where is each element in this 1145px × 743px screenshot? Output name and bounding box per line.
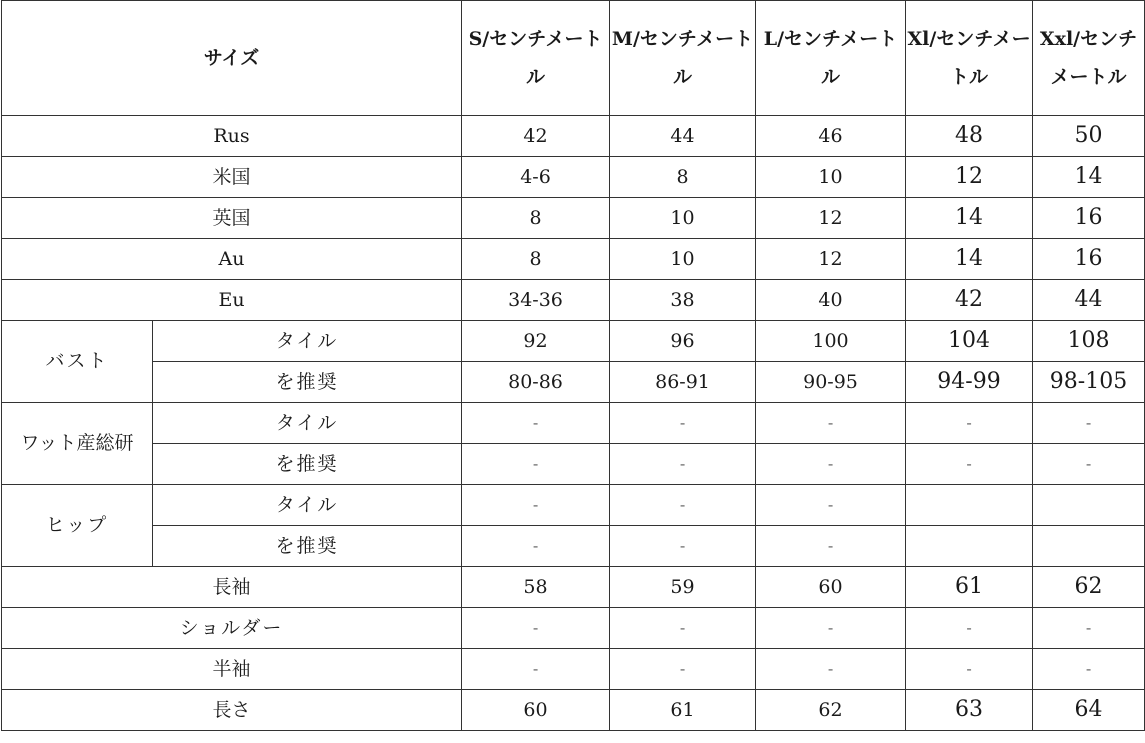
table-cell: - xyxy=(1033,608,1145,649)
group-label-bust: バスト xyxy=(2,321,153,403)
table-cell: - xyxy=(756,403,906,444)
table-cell: 42 xyxy=(462,116,610,157)
table-cell: 14 xyxy=(906,239,1033,280)
group-label-hip: ヒップ xyxy=(2,485,153,567)
row-label: ショルダー xyxy=(2,608,462,649)
table-row xyxy=(2,157,1145,198)
table-row xyxy=(2,690,1145,731)
table-cell: - xyxy=(462,649,610,690)
table-cell: 4-6 xyxy=(462,157,610,198)
row-label: Eu xyxy=(2,280,462,321)
table-cell: - xyxy=(610,649,756,690)
table-cell: 44 xyxy=(1033,280,1145,321)
column-header-xl: Xl/センチメートル xyxy=(906,1,1033,116)
row-label: 半袖 xyxy=(2,649,462,690)
sub-row-label: を推奨 xyxy=(153,526,462,567)
sub-row-label: タイル xyxy=(153,485,462,526)
column-header-s: S/センチメートル xyxy=(462,1,610,116)
table-cell: 8 xyxy=(462,198,610,239)
table-cell: 34-36 xyxy=(462,280,610,321)
sub-row-label: を推奨 xyxy=(153,444,462,485)
table-row xyxy=(2,526,1145,567)
table-cell: - xyxy=(610,608,756,649)
sub-row-label: を推奨 xyxy=(153,362,462,403)
table-cell: 92 xyxy=(462,321,610,362)
table-cell: - xyxy=(462,485,610,526)
table-cell: 104 xyxy=(906,321,1033,362)
table-cell: - xyxy=(906,403,1033,444)
row-label: Au xyxy=(2,239,462,280)
table-cell: - xyxy=(610,485,756,526)
table-cell: - xyxy=(1033,444,1145,485)
table-cell: 12 xyxy=(756,239,906,280)
table-cell: 96 xyxy=(610,321,756,362)
row-label: 米国 xyxy=(2,157,462,198)
table-cell xyxy=(1033,526,1145,567)
table-cell: 40 xyxy=(756,280,906,321)
column-header-l: L/センチメートル xyxy=(756,1,906,116)
table-cell: - xyxy=(1033,649,1145,690)
table-cell: 50 xyxy=(1033,116,1145,157)
table-row xyxy=(2,444,1145,485)
header-row xyxy=(2,1,1145,116)
table-cell: 58 xyxy=(462,567,610,608)
table-row xyxy=(2,403,1145,444)
table-row xyxy=(2,362,1145,403)
table-cell: - xyxy=(610,403,756,444)
row-label: 長さ xyxy=(2,690,462,731)
table-cell: 94-99 xyxy=(906,362,1033,403)
column-header-xxl: Xxl/センチメートル xyxy=(1033,1,1145,116)
table-cell: 80-86 xyxy=(462,362,610,403)
table-cell: 8 xyxy=(462,239,610,280)
table-cell: 60 xyxy=(756,567,906,608)
table-cell: - xyxy=(462,403,610,444)
table-cell: 14 xyxy=(906,198,1033,239)
table-cell: 98-105 xyxy=(1033,362,1145,403)
table-row xyxy=(2,198,1145,239)
size-header: サイズ xyxy=(2,1,462,116)
sub-row-label: タイル xyxy=(153,321,462,362)
row-label: Rus xyxy=(2,116,462,157)
column-header-m: M/センチメートル xyxy=(610,1,756,116)
table-cell: - xyxy=(462,608,610,649)
table-cell: - xyxy=(906,608,1033,649)
table-cell: 86-91 xyxy=(610,362,756,403)
table-cell: - xyxy=(462,444,610,485)
table-cell: 42 xyxy=(906,280,1033,321)
table-cell: - xyxy=(756,608,906,649)
table-cell: - xyxy=(906,649,1033,690)
table-cell: - xyxy=(462,526,610,567)
table-cell: 48 xyxy=(906,116,1033,157)
table-cell: 108 xyxy=(1033,321,1145,362)
table-row xyxy=(2,280,1145,321)
sub-row-label: タイル xyxy=(153,403,462,444)
table-cell xyxy=(1033,485,1145,526)
row-label: 長袖 xyxy=(2,567,462,608)
table-cell: 14 xyxy=(1033,157,1145,198)
table-cell: 10 xyxy=(756,157,906,198)
table-cell: 46 xyxy=(756,116,906,157)
table-row xyxy=(2,649,1145,690)
table-cell: 60 xyxy=(462,690,610,731)
table-cell: - xyxy=(906,444,1033,485)
table-cell: 64 xyxy=(1033,690,1145,731)
table-cell: - xyxy=(610,526,756,567)
table-cell xyxy=(906,485,1033,526)
table-cell: 63 xyxy=(906,690,1033,731)
table-cell xyxy=(906,526,1033,567)
table-cell: 44 xyxy=(610,116,756,157)
table-cell: 12 xyxy=(756,198,906,239)
table-row xyxy=(2,485,1145,526)
table-cell: 16 xyxy=(1033,198,1145,239)
table-cell: - xyxy=(756,649,906,690)
table-row xyxy=(2,608,1145,649)
table-cell: 10 xyxy=(610,198,756,239)
table-cell: - xyxy=(610,444,756,485)
size-chart-table xyxy=(1,0,1145,731)
table-cell: 90-95 xyxy=(756,362,906,403)
table-row xyxy=(2,116,1145,157)
table-cell: - xyxy=(756,485,906,526)
table-cell: 61 xyxy=(610,690,756,731)
table-cell: 62 xyxy=(1033,567,1145,608)
table-cell: 8 xyxy=(610,157,756,198)
table-row xyxy=(2,239,1145,280)
group-label-waist: ワット産総研 xyxy=(2,403,153,485)
table-row xyxy=(2,321,1145,362)
table-cell: 38 xyxy=(610,280,756,321)
table-cell: 61 xyxy=(906,567,1033,608)
table-cell: 16 xyxy=(1033,239,1145,280)
table-cell: 59 xyxy=(610,567,756,608)
table-cell: 62 xyxy=(756,690,906,731)
table-cell: 100 xyxy=(756,321,906,362)
table-cell: - xyxy=(756,526,906,567)
table-cell: - xyxy=(756,444,906,485)
row-label: 英国 xyxy=(2,198,462,239)
table-cell: 12 xyxy=(906,157,1033,198)
table-row xyxy=(2,567,1145,608)
table-cell: 10 xyxy=(610,239,756,280)
table-cell: - xyxy=(1033,403,1145,444)
